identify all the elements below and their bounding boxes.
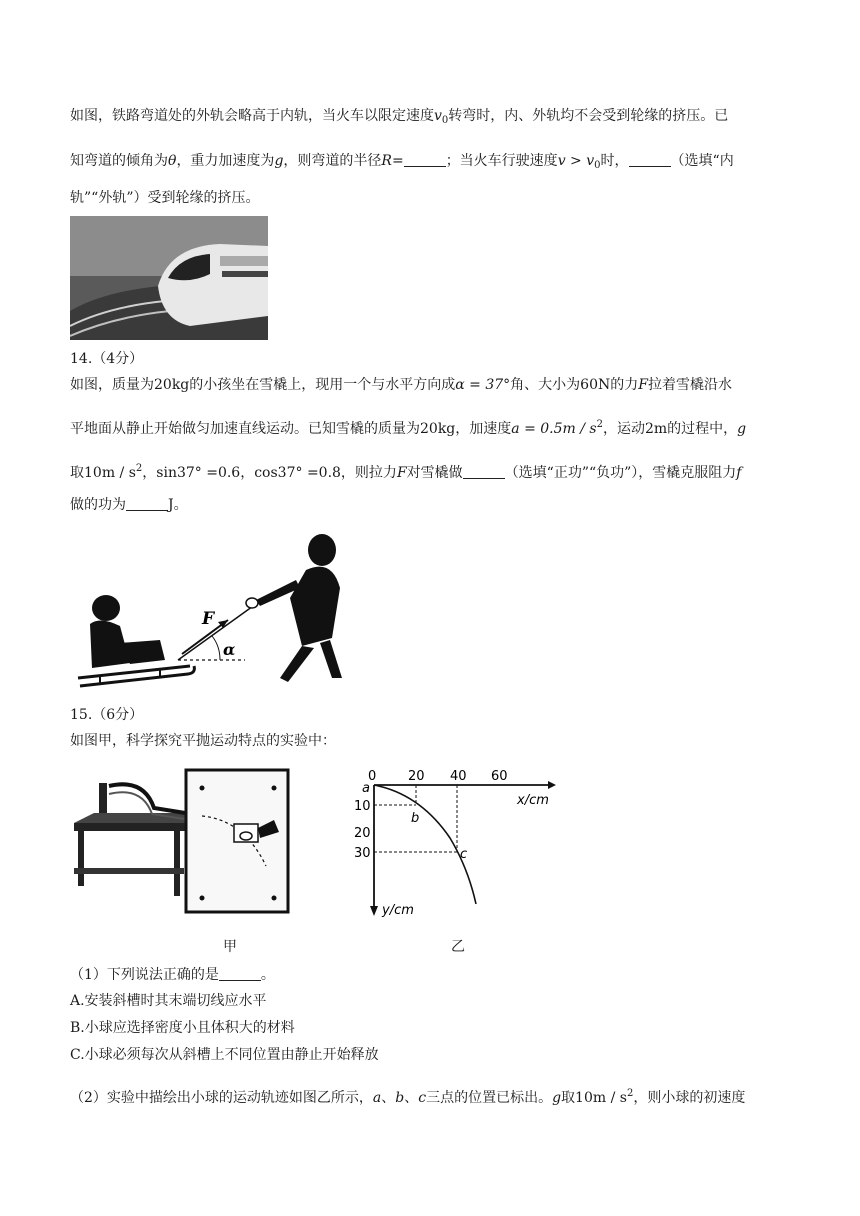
answer-blank[interactable] bbox=[404, 152, 446, 167]
friction-symbol: f bbox=[736, 465, 742, 481]
g-value: 10m / s bbox=[84, 465, 136, 481]
point-a: a bbox=[372, 1090, 382, 1106]
apparatus-figure bbox=[74, 768, 294, 916]
point-c-label: c bbox=[460, 847, 468, 862]
text: ，则弯道的半径 bbox=[283, 153, 382, 169]
x-tick-0: 0 bbox=[368, 769, 377, 784]
trajectory-graph bbox=[350, 768, 570, 920]
text: 知弯道的倾角为 bbox=[70, 153, 168, 169]
answer-blank[interactable] bbox=[219, 966, 261, 981]
angle-label: α bbox=[223, 640, 236, 659]
v0-subscript: 0 bbox=[594, 160, 601, 171]
q13-line-1 bbox=[70, 106, 728, 131]
text: C.小球必须每次从斜槽上不同位置由静止开始释放 bbox=[70, 1047, 379, 1063]
point-c: c bbox=[418, 1090, 427, 1106]
text: 平地面从静止开始做匀加速直线运动。已知雪橇的质量为20kg，加速度 bbox=[70, 421, 512, 437]
q14-line-3 bbox=[70, 459, 741, 483]
text: 。 bbox=[260, 967, 275, 983]
caption-yi: 乙 bbox=[451, 939, 465, 955]
text: 拉着雪橇沿水 bbox=[647, 377, 732, 393]
superscript: 2 bbox=[626, 1088, 634, 1099]
v-symbol: v bbox=[557, 153, 566, 169]
text: ，则小球的初速度 bbox=[633, 1090, 746, 1106]
text: 15.（6分） bbox=[70, 707, 144, 723]
v0-symbol: v bbox=[434, 108, 442, 124]
q14-number bbox=[70, 349, 143, 369]
answer-blank[interactable] bbox=[126, 496, 168, 511]
q13-line-2 bbox=[70, 151, 734, 176]
r-symbol: R bbox=[381, 153, 392, 169]
force-label: F bbox=[202, 609, 215, 629]
text: A.安装斜槽时其末端切线应水平 bbox=[70, 993, 267, 1009]
option-b bbox=[70, 1018, 295, 1038]
text: 对雪橇做 bbox=[406, 465, 463, 481]
text: 取 bbox=[561, 1090, 576, 1106]
text: J。 bbox=[168, 497, 188, 513]
text: 如图，质量为20kg的小孩坐在雪橇上，现用一个与水平方向成 bbox=[70, 377, 456, 393]
train-photo bbox=[70, 216, 268, 340]
text: ，重力加速度为 bbox=[176, 153, 275, 169]
text: 、 bbox=[404, 1090, 419, 1106]
sled-figure bbox=[70, 528, 360, 693]
text: ，sin37° =0.6，cos37° =0.8，则拉力 bbox=[142, 465, 397, 481]
text: 角、大小为60N的力 bbox=[510, 377, 639, 393]
option-c bbox=[70, 1045, 379, 1065]
alpha-equation: α = 37° bbox=[455, 377, 511, 393]
x-tick-20: 20 bbox=[408, 769, 425, 784]
text: 三点的位置已标出。 bbox=[426, 1090, 553, 1106]
x-tick-40: 40 bbox=[450, 769, 467, 784]
x-tick-60: 60 bbox=[491, 769, 508, 784]
text: 轨”“外轨”）受到轮缘的挤压。 bbox=[70, 190, 260, 206]
text: 取 bbox=[70, 465, 84, 481]
text: ，运动2m的过程中， bbox=[602, 421, 738, 437]
q14-line-1 bbox=[70, 375, 732, 395]
theta-symbol: θ bbox=[168, 153, 177, 169]
q15-part-1 bbox=[70, 965, 275, 985]
text: 、 bbox=[381, 1090, 396, 1106]
f-symbol: F bbox=[638, 377, 648, 393]
y-axis-label: y/cm bbox=[382, 903, 414, 918]
y-tick-30: 30 bbox=[354, 846, 371, 861]
point-b-label: b bbox=[411, 811, 420, 826]
superscript: 2 bbox=[135, 463, 143, 474]
q15-intro bbox=[70, 731, 336, 751]
q14-line-2 bbox=[70, 415, 746, 439]
f-symbol: F bbox=[396, 465, 407, 481]
text: （选填“正功”“负功”），雪橇克服阻力 bbox=[504, 465, 737, 481]
g-symbol: g bbox=[274, 153, 284, 169]
g-value: 10m / s bbox=[575, 1090, 627, 1106]
text: （2）实验中描绘出小球的运动轨迹如图乙所示， bbox=[70, 1090, 373, 1106]
y-tick-20: 20 bbox=[354, 826, 371, 841]
q14-line-4 bbox=[70, 495, 188, 515]
text: 做的功为 bbox=[70, 497, 126, 513]
x-axis-label: x/cm bbox=[517, 793, 549, 808]
caption-jia: 甲 bbox=[223, 939, 237, 955]
text: = bbox=[391, 153, 404, 169]
y-tick-10: 10 bbox=[354, 799, 371, 814]
point-a-label: a bbox=[362, 781, 370, 796]
v0-subscript: 0 bbox=[441, 115, 449, 126]
q15-part-2 bbox=[70, 1084, 745, 1108]
superscript: 2 bbox=[596, 419, 603, 430]
text: （选填“内 bbox=[670, 153, 734, 169]
q13-line-3 bbox=[70, 188, 259, 208]
text: 如图甲，科学探究平抛运动特点的实验中： bbox=[70, 733, 336, 749]
acceleration-equation: a = 0.5m / s bbox=[511, 421, 597, 437]
v0-symbol: v bbox=[586, 153, 595, 169]
g-symbol: g bbox=[552, 1090, 562, 1106]
text: 转弯时，内、外轨均不会受到轮缘的挤压。已 bbox=[448, 108, 729, 124]
text: 14.（4分） bbox=[70, 351, 144, 367]
g-symbol: g bbox=[737, 421, 747, 437]
text: > bbox=[565, 153, 587, 169]
q15-number bbox=[70, 705, 143, 725]
text: （1）下列说法正确的是 bbox=[70, 967, 219, 983]
option-a bbox=[70, 991, 267, 1011]
answer-blank[interactable] bbox=[629, 152, 671, 167]
point-b: b bbox=[395, 1090, 405, 1106]
text: 时， bbox=[600, 153, 629, 169]
text: 如图，铁路弯道处的外轨会略高于内轨，当火车以限定速度 bbox=[70, 108, 434, 124]
text: ；当火车行驶速度 bbox=[445, 153, 558, 169]
text: B.小球应选择密度小且体积大的材料 bbox=[70, 1020, 295, 1036]
answer-blank[interactable] bbox=[463, 464, 505, 479]
